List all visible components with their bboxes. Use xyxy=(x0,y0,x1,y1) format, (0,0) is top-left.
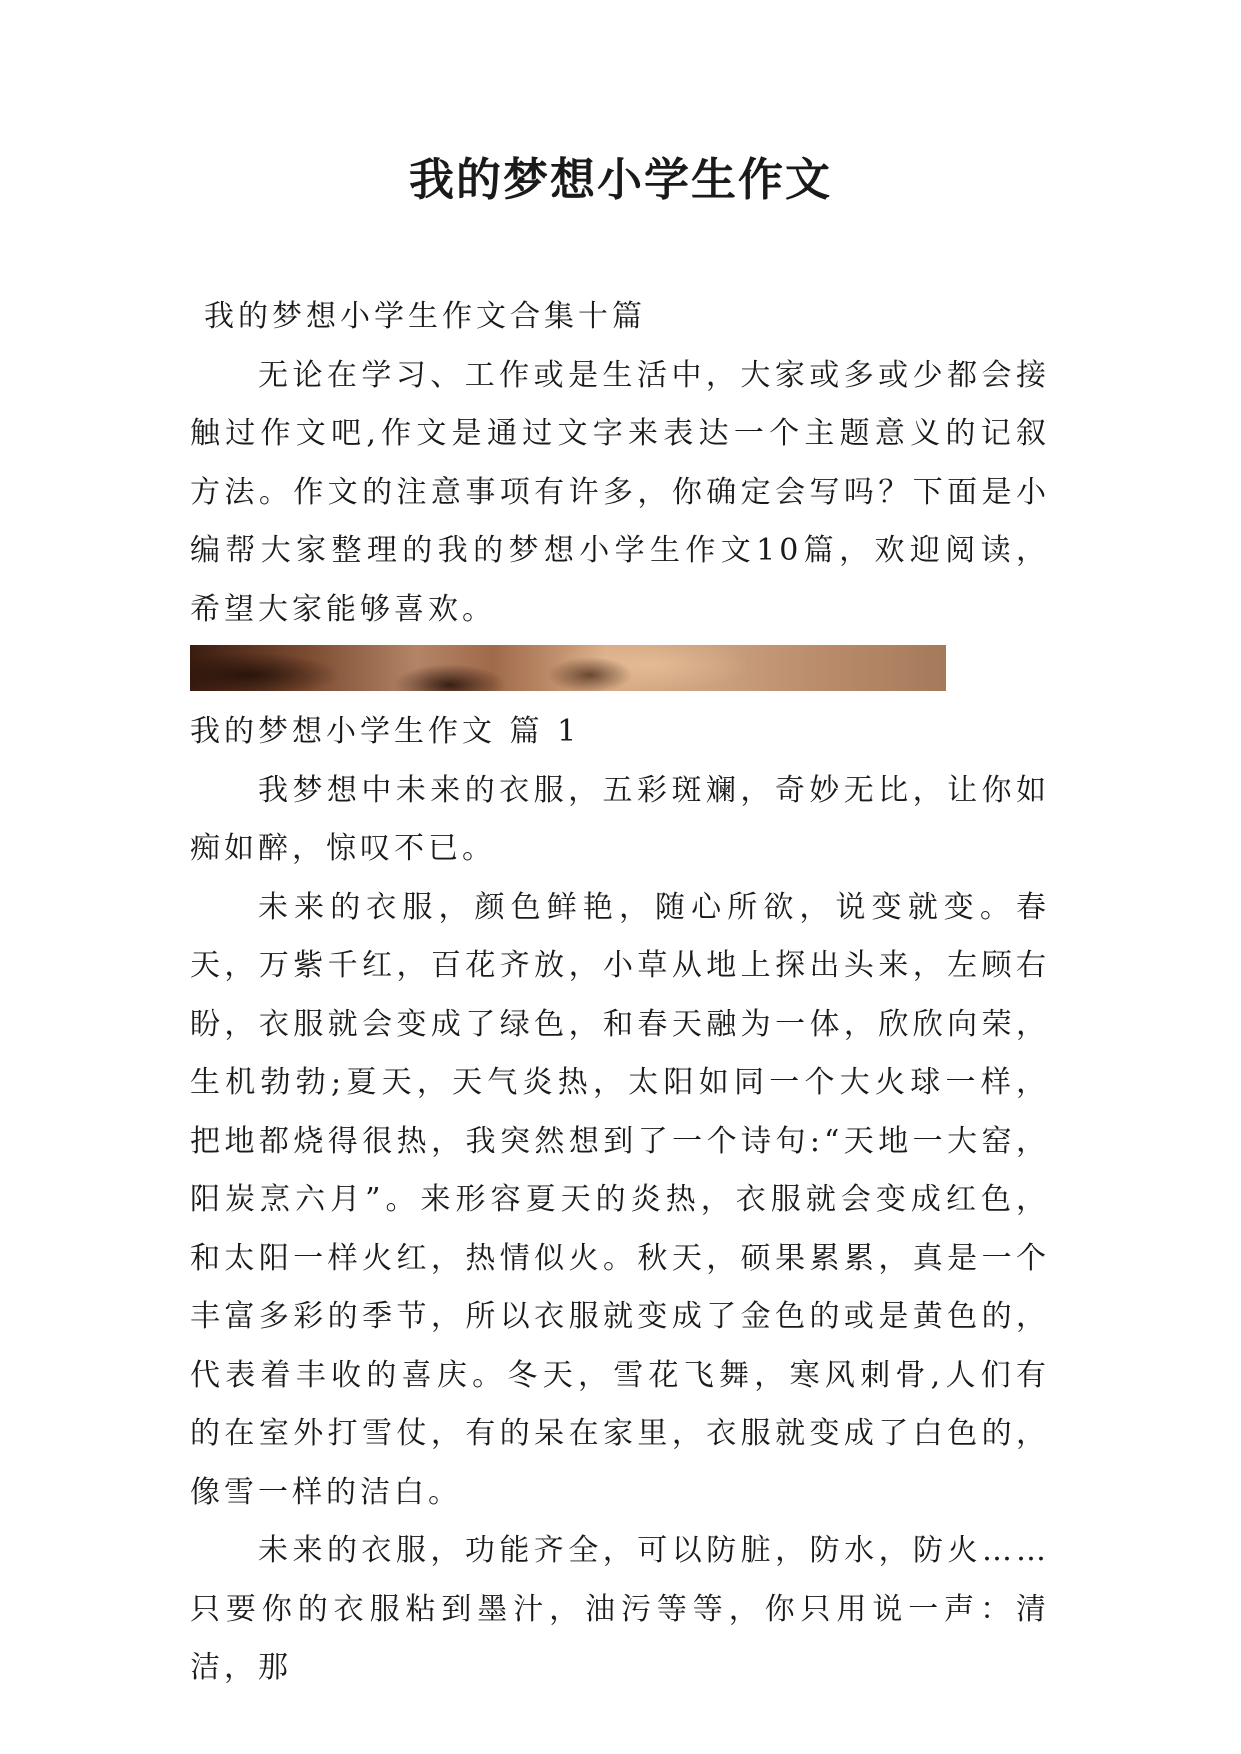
document-subtitle: 我的梦想小学生作文合集十篇 xyxy=(204,299,646,334)
body-paragraph: 未来的衣服，功能齐全，可以防脏，防水，防火……只要你的衣服粘到墨汁，油污等等，你只用说一声：清洁，那 xyxy=(190,1533,1050,1685)
document-title: 我的梦想小学生作文 xyxy=(408,153,832,206)
photo-banner-image xyxy=(190,645,946,691)
intro-paragraph: 无论在学习、工作或是生活中，大家或多或少都会接触过作文吧,作文是通过文字来表达一个主题意义的记叙方法。作文的注意事项有许多，你确定会写吗？下面是小编帮大家整理的我的梦想小学生作文10篇，欢迎阅读，希望大家能够喜欢。 xyxy=(190,357,1050,627)
body-paragraph: 我梦想中未来的衣服，五彩斑斓，奇妙无比，让你如痴如醉，惊叹不已。 xyxy=(190,772,1050,866)
section-title: 我的梦想小学生作文 篇 1 xyxy=(190,714,581,749)
document-body xyxy=(190,288,1050,1698)
body-paragraph: 未来的衣服，颜色鲜艳，随心所欲，说变就变。春天，万紫千红，百花齐放，小草从地上探出头来，左顾右盼，衣服就会变成了绿色，和春天融为一体，欣欣向荣，生机勃勃;夏天，天气炎热，太阳如同一个大火球一样，把地都烧得很热，我突然想到了一个诗句:“天地一大窑，阳炭烹六月”。来形容夏天的炎热，衣服就会变成红色，和太阳一样火红，热情似火。秋天，硕果累累，真是一个丰富多彩的季节，所以衣服就变成了金色的或是黄色的，代表着丰收的喜庆。冬天，雪花飞舞，寒风刺骨,人们有的在室外打雪仗，有的呆在家里，衣服就变成了白色的，像雪一样的洁白。 xyxy=(190,889,1050,1510)
